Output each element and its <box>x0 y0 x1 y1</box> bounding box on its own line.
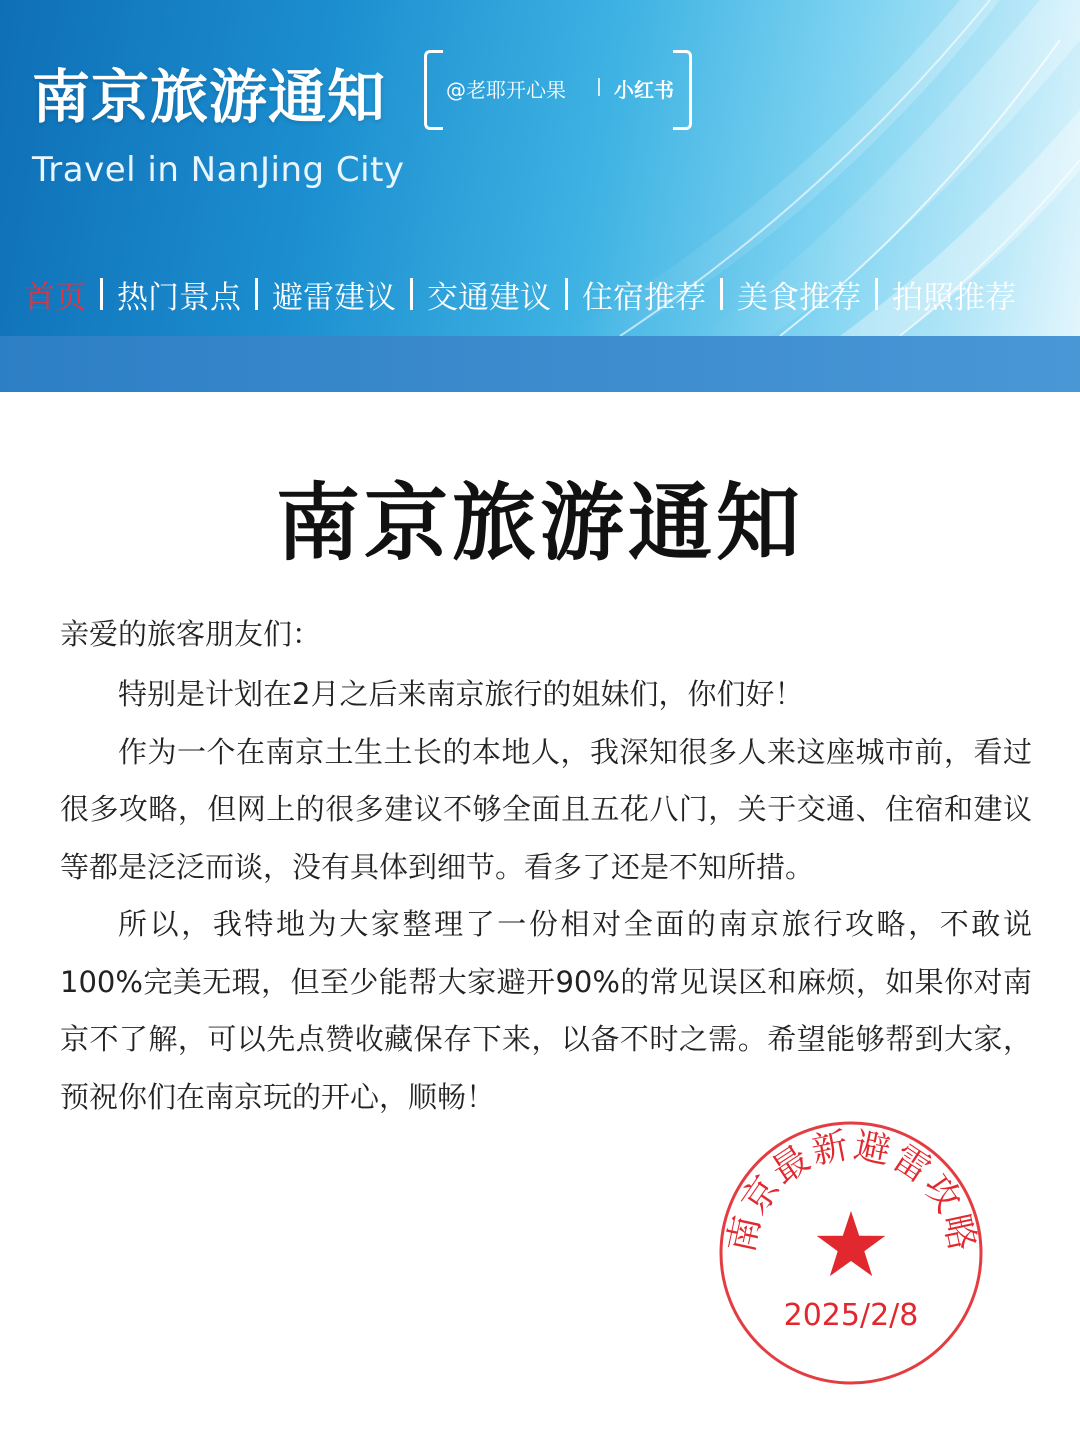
nav-item-food[interactable]: 美食推荐 <box>737 279 861 316</box>
seal-stamp <box>714 1116 988 1390</box>
nav-item-photo[interactable]: 拍照推荐 <box>892 279 1016 316</box>
paragraph: 特别是计划在2月之后来南京旅行的姐妹们，你们好！ <box>118 677 804 711</box>
document-body <box>60 666 1032 1126</box>
header-banner <box>0 0 1080 392</box>
nav-item-pitfalls[interactable]: 避雷建议 <box>272 279 396 316</box>
stamp-graphic <box>714 1116 988 1390</box>
header-title: 南京旅游通知 <box>32 63 387 131</box>
nav-item-home[interactable]: 首页 <box>24 279 86 316</box>
nav-item-transport[interactable]: 交通建议 <box>427 279 551 316</box>
paragraph: 所以，我特地为大家整理了一份相对全面的南京旅行攻略，不敢说100%完美无瑕，但至少能帮大家避开90%的常见误区和麻烦，如果你对南京不了解，可以先点赞收藏保存下来，以备不时之需。希望能够帮到大家，预祝你们在南京玩的开心，顺畅！ <box>60 907 1032 1114</box>
author-handle: @老耶开心果 <box>446 78 566 102</box>
nav-divider <box>565 278 568 310</box>
divider <box>598 78 600 96</box>
nav-item-attractions[interactable]: 热门景点 <box>117 279 241 316</box>
stamp-text: 南京最新避雷攻略 <box>720 1125 984 1257</box>
nav-divider <box>255 278 258 310</box>
header-subtitle: Travel in NanJing City <box>32 150 405 190</box>
platform-logo: 小红书 <box>614 78 674 102</box>
bracket-left-icon <box>424 50 443 130</box>
nav-item-lodging[interactable]: 住宿推荐 <box>582 279 706 316</box>
bracket-right-icon <box>673 50 692 130</box>
nav-divider <box>720 278 723 310</box>
banner-lower-band <box>0 336 1080 392</box>
nav-bar <box>24 270 1016 318</box>
nav-divider <box>875 278 878 310</box>
author-tag <box>424 50 692 124</box>
salutation: 亲爱的旅客朋友们： <box>60 617 322 651</box>
document-title: 南京旅游通知 <box>275 474 804 572</box>
stamp-date: 2025/2/8 <box>783 1298 919 1333</box>
nav-divider <box>100 278 103 310</box>
star-icon <box>817 1211 885 1276</box>
paragraph: 作为一个在南京土生土长的本地人，我深知很多人来这座城市前，看过很多攻略，但网上的很多建议不够全面且五花八门，关于交通、住宿和建议等都是泛泛而谈，没有具体到细节。看多了还是不知所措。 <box>60 734 1032 884</box>
nav-divider <box>410 278 413 310</box>
